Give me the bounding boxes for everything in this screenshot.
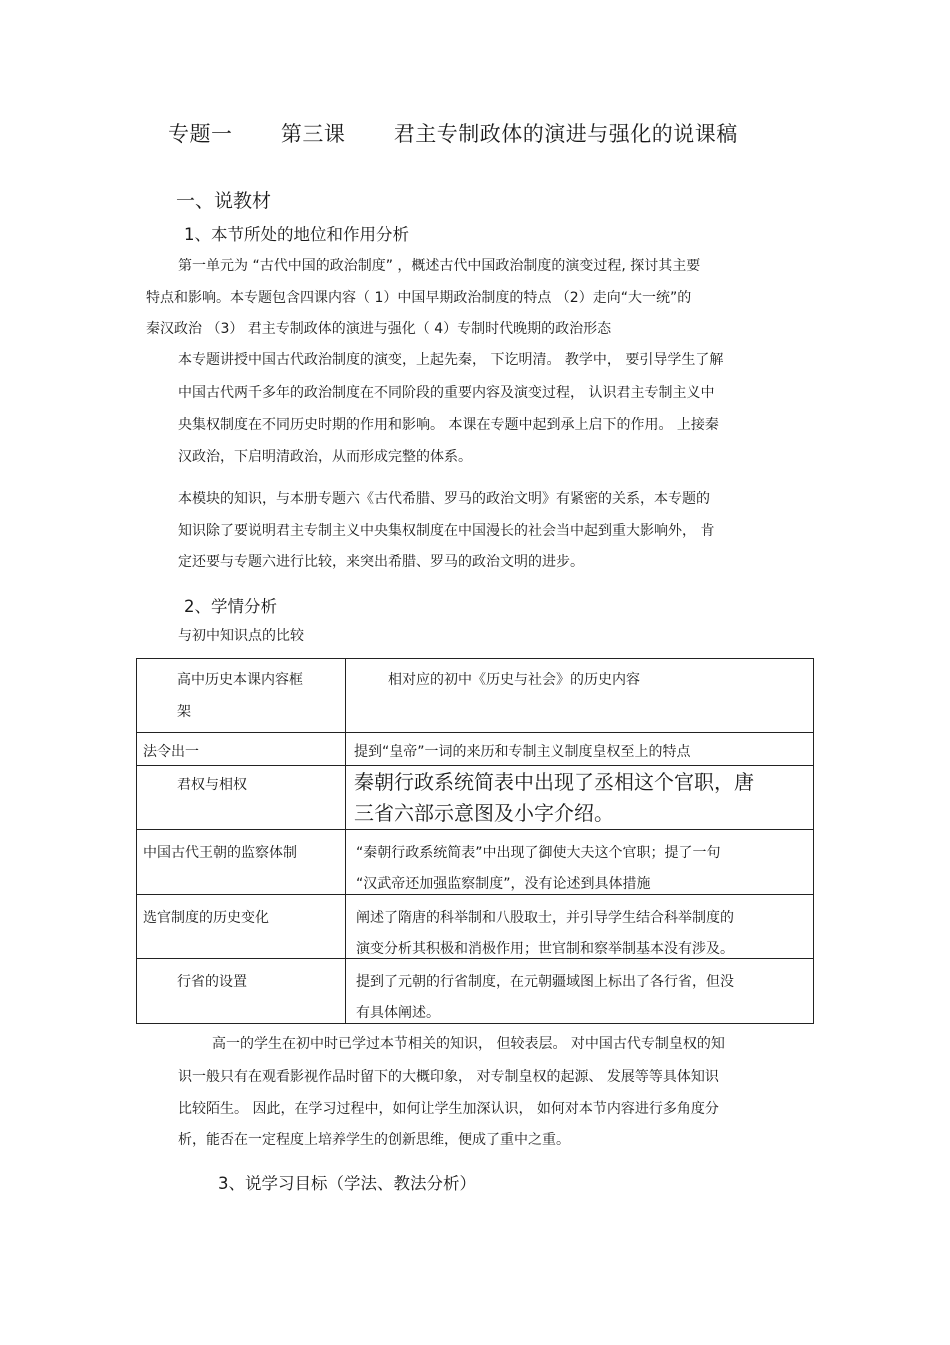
cell-text: 秦朝行政系统简表中出现了丞相这个官职，唐 [354, 770, 754, 794]
subheading-learning-goals: 3、说学习目标（学法、教法分析） [218, 1174, 476, 1193]
subheading-student-analysis: 2、学情分析 [184, 597, 277, 616]
paragraph-line: 央集权制度在不同历史时期的作用和影响。 本课在专题中起到承上启下的作用。 上接秦 [178, 417, 719, 433]
paragraph-line: 比较陌生。 因此，在学习过程中，如何让学生加深认识， 如何对本节内容进行多角度分 [178, 1101, 719, 1117]
title-part-lesson: 第三课 [280, 122, 346, 146]
title-part-topic: 专题一 [168, 122, 233, 146]
table-header-text: 相对应的初中《历史与社会》的历史内容 [388, 672, 640, 688]
paragraph-line: 知识除了要说明君主专制主义中央集权制度在中国漫长的社会当中起到重大影响外， 肯 [178, 523, 715, 539]
paragraph-line: 识一般只有在观看影视作品时留下的大概印象， 对专制皇权的起源、 发展等等具体知识 [178, 1069, 719, 1085]
table-cell [137, 766, 346, 830]
table-cell [346, 733, 814, 766]
table-row [137, 733, 814, 766]
table-row [137, 830, 814, 895]
section-heading-teaching-material: 一、说教材 [176, 190, 272, 212]
table-row [137, 895, 814, 959]
paragraph-line: 秦汉政治 （3） 君主专制政体的演进与强化（ 4）专制时代晚期的政治形态 [146, 321, 612, 337]
page-title [168, 118, 738, 148]
cell-text: “汉武帝还加强监察制度”，没有论述到具体措施 [356, 876, 651, 892]
table-cell [346, 959, 814, 1024]
paragraph-line: 本模块的知识，与本册专题六《古代希腊、罗马的政治文明》有紧密的关系，本专题的 [178, 491, 710, 507]
paragraph-line: 汉政治，下启明清政治，从而形成完整的体系。 [178, 449, 472, 465]
table-cell [137, 830, 346, 895]
table-header-text: 高中历史本课内容框 [177, 672, 303, 688]
table-cell [137, 895, 346, 959]
cell-text: 提到“皇帝”一词的来历和专制主义制度皇权至上的特点 [354, 744, 691, 760]
table-cell [137, 733, 346, 766]
cell-text: 君权与相权 [177, 777, 247, 793]
title-part-name: 君主专制政体的演进与强化的说课稿 [393, 122, 738, 146]
cell-text: “秦朝行政系统简表”中出现了御使大夫这个官职；提了一句 [356, 845, 721, 861]
paragraph-line: 特点和影响。本专题包含四课内容（ 1）中国早期政治制度的特点 （2）走向“大一统”的 [146, 290, 692, 306]
cell-text: 中国古代王朝的监察体制 [143, 845, 297, 861]
cell-text: 提到了元朝的行省制度，在元朝疆域图上标出了各行省，但没 [356, 974, 734, 990]
comparison-table [136, 658, 814, 1024]
paragraph-line: 定还要与专题六进行比较，来突出希腊、罗马的政治文明的进步。 [178, 554, 584, 570]
cell-text: 有具体阐述。 [356, 1005, 440, 1021]
cell-text: 阐述了隋唐的科举制和八股取士，并引导学生结合科举制度的 [356, 910, 734, 926]
table-cell [346, 766, 814, 830]
table-header-cell [137, 659, 346, 733]
table-row [137, 959, 814, 1024]
cell-text: 行省的设置 [177, 974, 247, 990]
table-row [137, 766, 814, 830]
table-header-text: 架 [177, 704, 191, 720]
paragraph-line: 第一单元为 “古代中国的政治制度” ，概述古代中国政治制度的演变过程, 探讨其主要 [178, 258, 701, 274]
paragraph-line: 本专题讲授中国古代政治制度的演变，上起先秦， 下讫明清。 教学中， 要引导学生了解 [178, 352, 724, 368]
paragraph-line: 中国古代两千多年的政治制度在不同阶段的重要内容及演变过程， 认识君主专制主义中 [178, 385, 715, 401]
table-header-cell [346, 659, 814, 733]
cell-text: 选官制度的历史变化 [143, 910, 269, 926]
paragraph-line: 析，能否在一定程度上培养学生的创新思维，便成了重中之重。 [178, 1132, 570, 1148]
table-header-row [137, 659, 814, 733]
cell-text: 演变分析其积极和消极作用；世官制和察举制基本没有涉及。 [356, 941, 734, 957]
subheading-position-role: 1、本节所处的地位和作用分析 [184, 225, 409, 244]
cell-text: 法令出一 [143, 744, 199, 760]
paragraph-line: 高一的学生在初中时已学过本节相关的知识， 但较表层。 对中国古代专制皇权的知 [212, 1036, 725, 1052]
table-caption: 与初中知识点的比较 [178, 628, 304, 644]
table-cell [346, 830, 814, 895]
table-cell [137, 959, 346, 1024]
cell-text: 三省六部示意图及小字介绍。 [354, 801, 614, 825]
table-cell [346, 895, 814, 959]
